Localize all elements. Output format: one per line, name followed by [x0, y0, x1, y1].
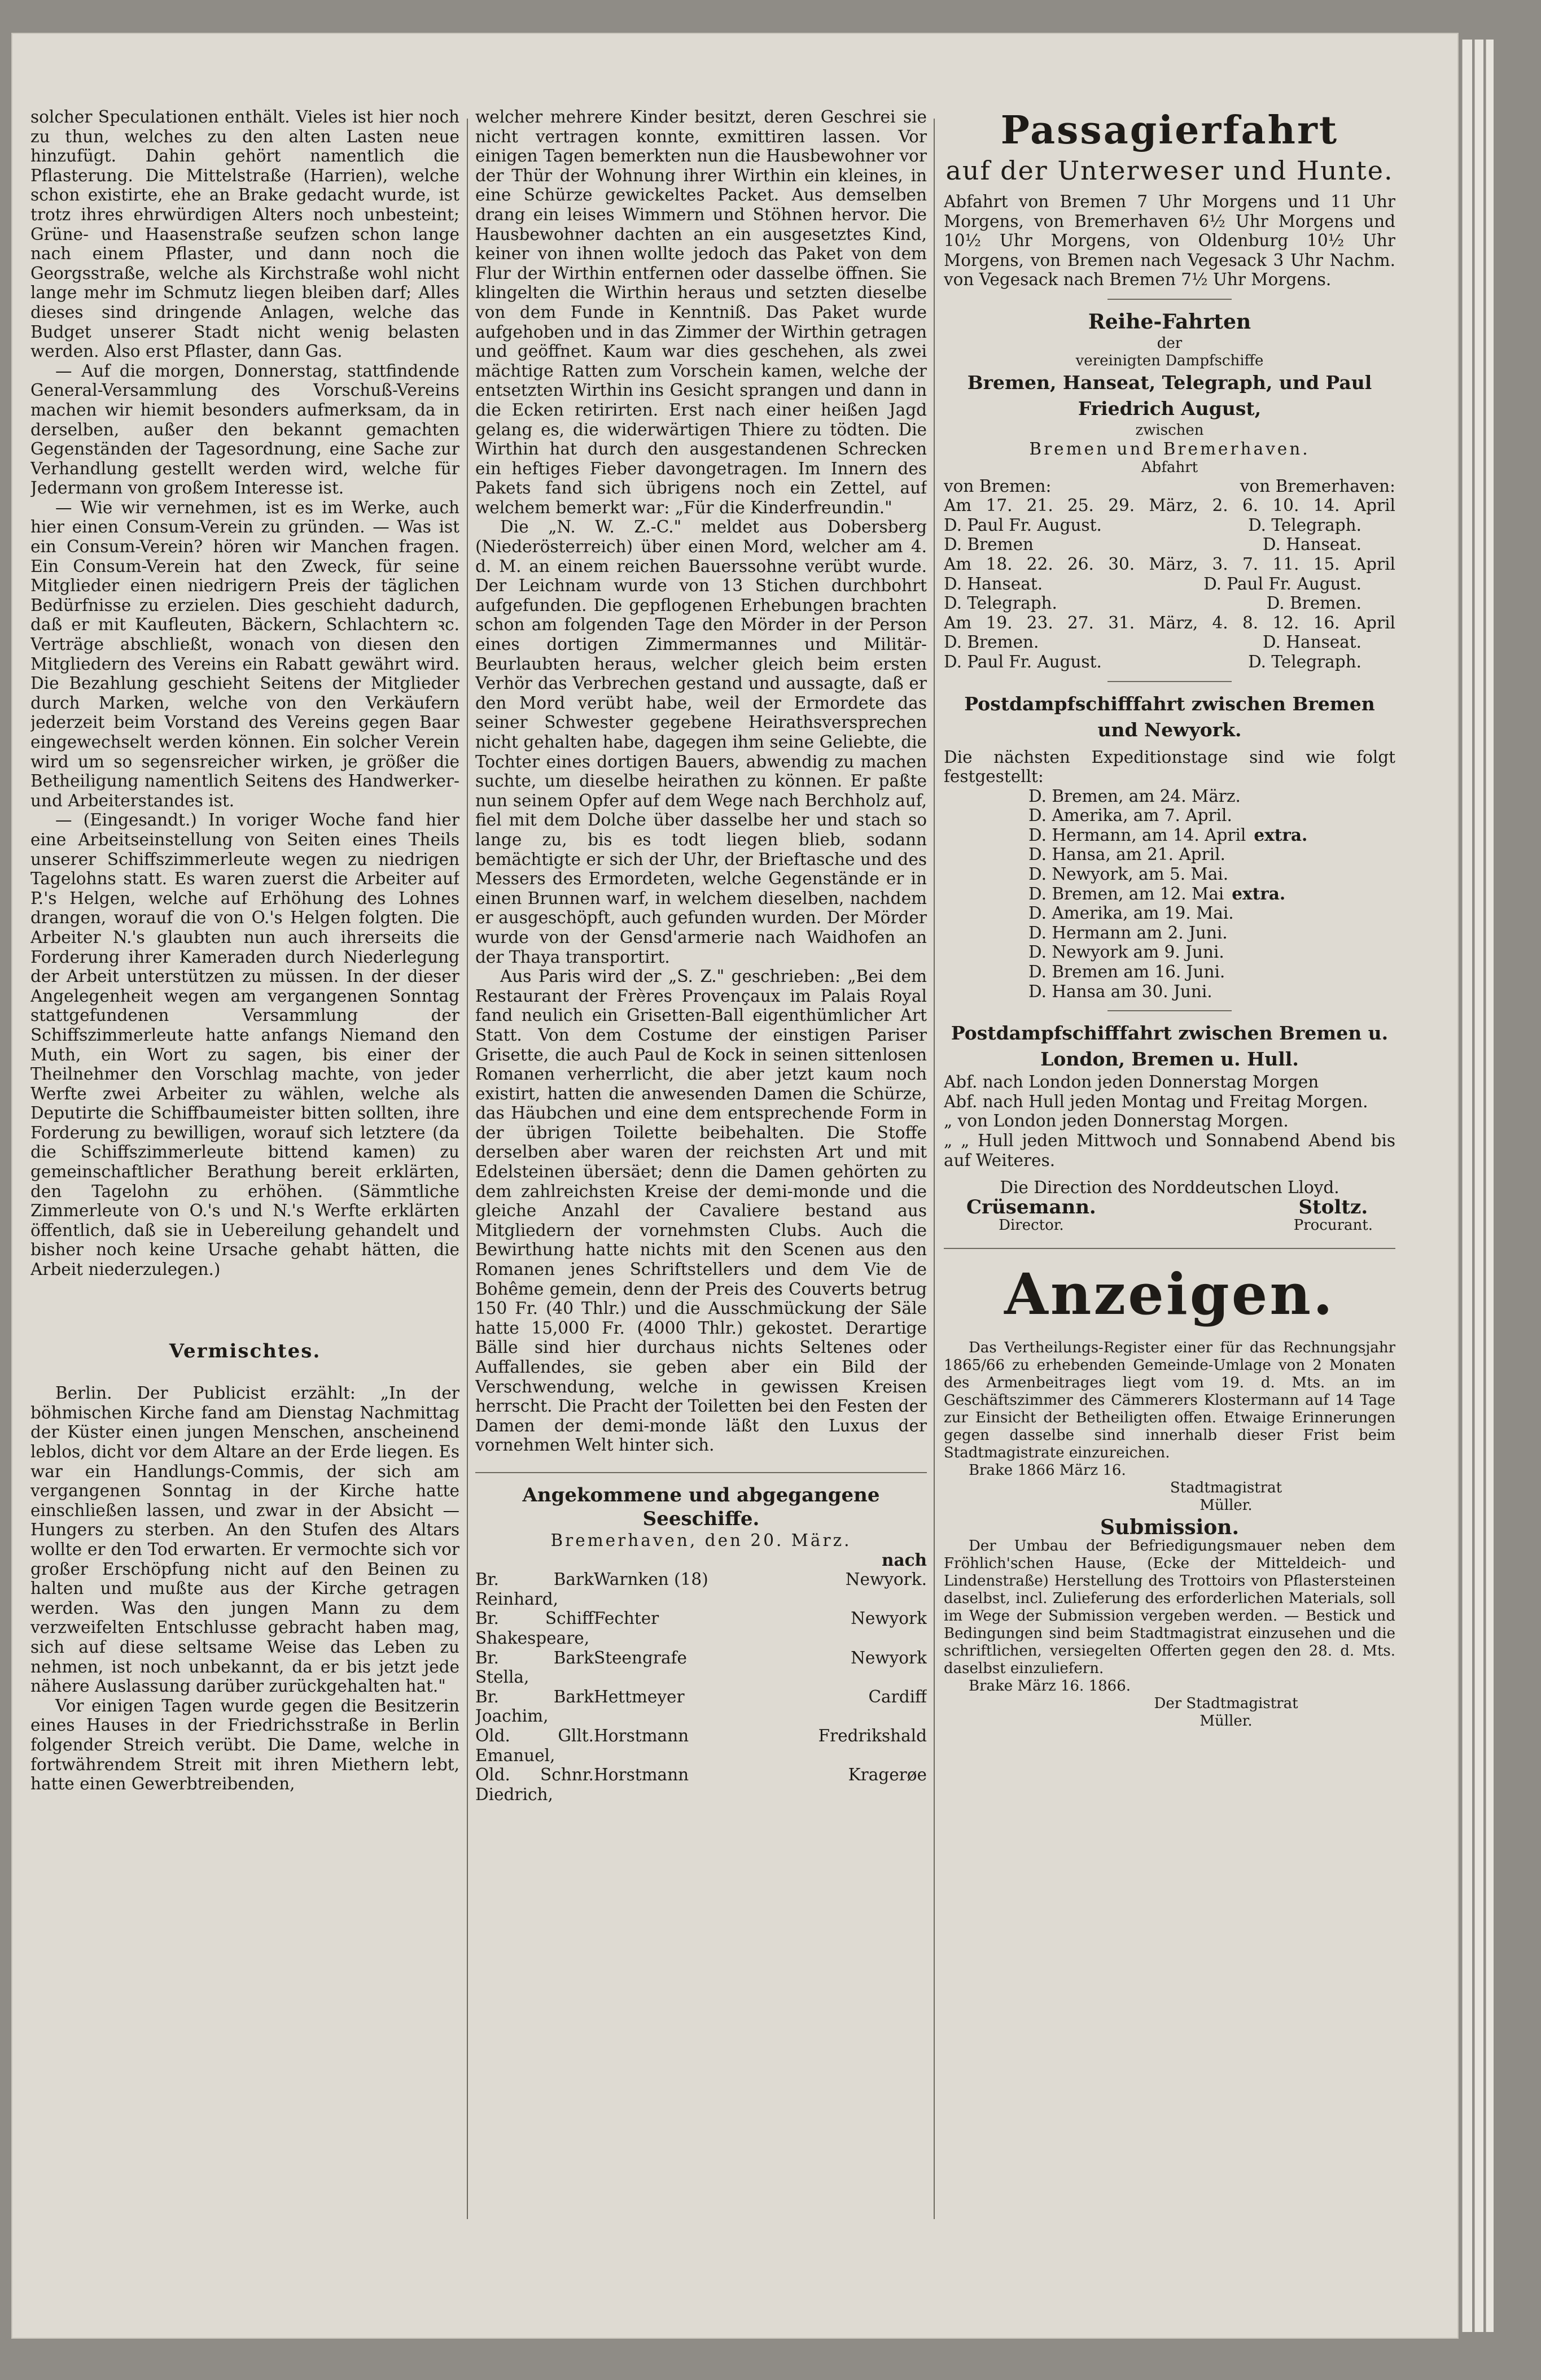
- column-right: [944, 107, 1395, 2276]
- signature-director-name: Crüsemann.: [966, 1195, 1096, 1219]
- schedule-line: „ „ Hull jeden Mittwoch und Sonnabend Abend bis auf Weiteres.: [944, 1131, 1395, 1170]
- expedition-text: D. Amerika, am 19. Mai.: [1028, 903, 1234, 923]
- expedition-extra: extra.: [1232, 883, 1286, 903]
- von-bremerhaven-label: von Bremerhaven:: [1240, 476, 1395, 496]
- divider: [1107, 1010, 1232, 1011]
- fahrt-ship: D. Bremen.: [1266, 593, 1361, 613]
- expedition-extra: extra.: [1254, 824, 1308, 845]
- ship-captain: Horstmann: [594, 1765, 689, 1785]
- label-abfahrt: Abfahrt: [1141, 458, 1198, 476]
- ship-captain: Steengrafe: [594, 1648, 687, 1667]
- ship-name: Br. Bark Joachim,: [475, 1687, 594, 1726]
- expedition-text: D. Bremen, am 12. Mai: [1028, 884, 1224, 903]
- newspaper-page: [12, 34, 1457, 2338]
- article-paragraph: Die „N. W. Z.-C." meldet aus Dobersberg (Niederösterreich) über einen Mord, welcher am 4. d. M. an einem reichen Bauerssohne verübt wurde. Der Leichnam wurde von 13 Stichen durchbohrt aufgefunden. Die gepflogenen Erhebungen brachten schon am folgenden Tage den Mörder in der Person eines dortigen Zimmermannes und Militär-Beurlaubten heraus, welcher gleich beim ersten Verhör das Verbrechen gestand und aussagte, daß er den Mord verübt habe, weil der Ermordete das seiner Schwester gegebene Heirathsversprechen nicht gehalten habe, dagegen ihm seine Geliebte, die Tochter eines dortigen Bauers, abwendig zu machen suchte, um dieselbe heirathen zu können. Er paßte nun seinem Opfer auf dem Wege nach Berchholz auf, fiel mit dem Dolche über dasselbe her und stach so lange zu, bis es todt liegen blieb, sodann bemächtigte er sich der Uhr, der Brieftasche und des Messers des Ermordeten, welche Gegenstände er in einen Brunnen warf, in welchem dieselben, nachdem er ausgeschöpft, auch gefunden wurden. Der Mörder wurde von der Gensd'armerie nach Waidhofen an der Thaya transportirt.: [475, 517, 927, 967]
- fahrt-ships-row: [944, 574, 1395, 594]
- ship-row: [475, 1570, 927, 1609]
- article-paragraph: Berlin. Der Publicist erzählt: „In der böhmischen Kirche fand am Dienstag Nachmittag der Küster einen jungen Menschen, anscheinend leblos, dicht vor dem Altare an der Erde liegen. Es war ein Handlungs-Commis, der sich am vergangenen Sonntag in der Kirche hatte einschließen lassen, und zwar in der Absicht — Hungers zu sterben. An den Stufen des Altars wollte er den Tod erwarten. Er vermochte sich vor großer Erschöpfung nicht auf den Beinen zu halten und mußte aus der Kirche getragen werden. Was den jungen Mann zu dem verzweifelten Entschlusse gebracht haben mag, sich auf diese seltsame Weise das Leben zu nehmen, ist noch unbekannt, da er bis jetzt jede nähere Auslassung darüber zurückgehalten hat.": [30, 1383, 459, 1696]
- lloyd-direction: Die Direction des Norddeutschen Lloyd.: [1000, 1178, 1339, 1198]
- page-edge: [1462, 40, 1472, 2332]
- expedition-item: [944, 923, 1395, 943]
- article-paragraph: solcher Speculationen enthält. Vieles ist hier noch zu thun, welches zu den alten Lasten neue hinzufügt. Dahin gehört namentlich die Pflasterung. Die Mittelstraße (Harrien), welche schon existirte, ehe an Brake gedacht wurde, ist trotz ihres ehrwürdigen Alters noch unbesteint; Grüne- und Haasenstraße seufzen schon lange nach einem Pflaster, und dann noch die Georgsstraße, welche als Kirchstraße wohl nicht lange mehr im Schmutz liegen bleiben darf; Alles dieses sind dringende Anlagen, welche das Budget unserer Stadt nicht wenig belasten werden. Also erst Pflaster, dann Gas.: [30, 107, 459, 361]
- schedule-line: Abf. nach Hull jeden Montag und Freitag Morgen.: [944, 1091, 1368, 1111]
- von-bremen-label: von Bremen:: [944, 476, 1052, 496]
- ship-row: [475, 1648, 927, 1687]
- expedition-item: [944, 884, 1395, 904]
- ad1-place-date: Brake 1866 März 16.: [969, 1462, 1126, 1479]
- expedition-item: [944, 864, 1395, 884]
- ad2-place-date: Brake März 16. 1866.: [969, 1677, 1131, 1695]
- ship-name: Br. Bark Reinhard,: [475, 1570, 594, 1609]
- ad1-org: Stadtmagistrat: [1170, 1479, 1282, 1497]
- signature-procurant: [1293, 1195, 1373, 1235]
- ship-row: [475, 1687, 927, 1726]
- column-divider: [934, 119, 935, 2219]
- fahrt-ship: D. Hanseat.: [944, 574, 1043, 593]
- fahrt-ship: D. Bremen.: [944, 632, 1039, 652]
- fahrt-ships-row: [944, 652, 1395, 672]
- abfahrt-text: Abfahrt von Bremen 7 Uhr Morgens und 11 Uhr Morgens, von Bremerhaven 6½ Uhr Morgens und 10½ Uhr Morgens, von Oldenburg 10½ Uhr Morgens, von Bremen nach Vegesack 3 Uhr Nachm. von Vegesack nach Bremen 7½ Uhr Morgens.: [944, 192, 1395, 290]
- post-newyork-heading: Postdampfschifffahrt zwischen Bremen und Newyork.: [964, 692, 1375, 741]
- expedition-item: [944, 806, 1395, 826]
- fahrt-ships-row: [944, 632, 1395, 652]
- post-newyork-intro: Die nächsten Expeditionstage sind wie folgt festgestellt:: [944, 747, 1395, 787]
- fahrt-ships-row: [944, 516, 1395, 535]
- ships-date: Bremerhaven, den 20. März.: [550, 1530, 852, 1550]
- expedition-item: [944, 942, 1395, 962]
- abfahrt-columns: [944, 477, 1395, 496]
- submission-heading: Submission.: [1100, 1516, 1240, 1540]
- ship-dest: Cardiff: [868, 1687, 927, 1706]
- signature-director-title: Director.: [999, 1217, 1064, 1234]
- post-london-hull-lines: [944, 1072, 1395, 1170]
- fahrt-dates: Am 18. 22. 26. 30. März, 3. 7. 11. 15. April: [944, 554, 1395, 574]
- divider: [1107, 681, 1232, 682]
- ship-captain: Hettmeyer: [594, 1687, 685, 1706]
- page-edge: [1486, 40, 1494, 2332]
- expedition-item: [944, 826, 1395, 845]
- ships-heading: Angekommene und abgegangene Seeschiffe.: [522, 1483, 880, 1530]
- label-der: der: [1157, 334, 1183, 352]
- signature-procurant-name: Stoltz.: [1298, 1195, 1368, 1219]
- fahrt-dates: Am 17. 21. 25. 29. März, 2. 6. 10. 14. April: [944, 496, 1395, 516]
- signatures: [944, 1195, 1395, 1235]
- ad2-name: Müller.: [1199, 1712, 1253, 1730]
- column-divider: [467, 119, 468, 2219]
- fahrt-ship: D. Hanseat.: [1262, 535, 1361, 554]
- ad-subtitle: auf der Unterweser und Hunte.: [945, 155, 1394, 186]
- expedition-text: D. Hermann, am 14. April: [1028, 825, 1246, 845]
- expedition-item: [944, 845, 1395, 864]
- fahrt-ships-row: [944, 535, 1395, 554]
- ship-name: Br. Bark Stella,: [475, 1648, 594, 1687]
- ship-dest: Fredrikshald: [818, 1726, 927, 1745]
- article-paragraph: — (Eingesandt.) In voriger Woche fand hier eine Arbeitseinstellung von Seiten eines Theils unserer Schiffszimmerleute wegen zu niedrigen Tagelohns statt. Es waren zuerst die Arbeiter auf P.'s Helgen, welche auf Erhöhung des Lohnes drangen, worauf die von O.'s Helgen folgten. Die Arbeiter N.'s glaubten nun auch ihrerseits die Forderung ihrer Kameraden durch Niederlegung der Arbeit unterstützen zu müssen. In der dieser Angelegenheit wegen am vergangenen Sonntag stattgefundenen Versammlung der Schiffszimmerleute hatte anfangs Niemand den Muth, ein Wort zu sagen, bis einer der Theilnehmer den Vorschlag machte, von jeder Werfte zwei Arbeiter zu wählen, welche als Deputirte die Schiffbaumeister bitten sollten, ihre Forderung zu bewilligen, worauf sich letztere (da die Schiffszimmerleute bittend kamen) zu gemeinschaftlicher Berathung bereit erklärten, den Tagelohn zu erhöhen. (Sämmtliche Zimmerleute von O.'s und N.'s Werfte erklärten öffentlich, daß sie in Uebereilung gehandelt und bisher noch keine Ursache gehabt hätten, die Arbeit niederzulegen.): [30, 810, 459, 1279]
- expedition-item: [944, 787, 1395, 806]
- fahrt-ship: D. Paul Fr. August.: [944, 652, 1102, 671]
- expedition-text: D. Newyork am 9. Juni.: [1028, 942, 1224, 962]
- fahrt-ship: D. Telegraph.: [1248, 515, 1361, 535]
- ships-nach-label: nach: [882, 1549, 927, 1570]
- expedition-text: D. Bremen am 16. Juni.: [1028, 962, 1225, 982]
- reihe-heading: Reihe-Fahrten: [1088, 309, 1251, 334]
- article-paragraph: — Wie wir vernehmen, ist es im Werke, auch hier einen Consum-Verein zu gründen. — Was ist ein Consum-Verein? hören wir Manchen fragen. Ein Consum-Verein hat den Zweck, für seine Mitglieder einen niedrigern Preis der täglichen Bedürfnisse zu erzielen. Dies geschieht dadurch, daß er mit Kaufleuten, Bäckern, Schlachtern ꝛc. Verträge abschließt, wonach von diesen den Mitgliedern des Vereins ein Rabatt gewährt wird. Die Bezahlung geschieht Seitens der Mitglieder durch Marken, welche von den Verkäufern jederzeit beim Vorstand des Vereins gegen Baar eingewechselt werden können. Ein solcher Verein wird um so segensreicher wirken, je größer die Betheiligung namentlich Seitens des Handwerker- und Arbeiterstandes ist.: [30, 497, 459, 810]
- fahrt-ship: D. Hanseat.: [1262, 632, 1361, 652]
- ship-dest: Newyork: [851, 1609, 927, 1628]
- article-paragraph: Aus Paris wird der „S. Z." geschrieben: „Bei dem Restaurant der Frères Provençaux im Palais Royal fand neulich ein Grisetten-Ball eigenthümlicher Art Statt. Von dem Costume der einstigen Pariser Grisette, die auch Paul de Kock in seinen sittenlosen Romanen verherrlicht, die aber jetzt kaum noch existirt, hatten die anwesenden Damen die Schürze, das Häubchen und eine dem entsprechende Form in der übrigen Toilette beibehalten. Die Stoffe derselben aber waren der reichsten Art und mit Edelsteinen übersäet; denn die Damen gehörten zu dem zahlreichsten Kreise der demi-monde und die gleiche Anzahl der Cavaliere bestand aus Mitgliedern der vornehmsten Clubs. Auch die Bewirthung hatte nichts mit den Scenen aus den Romanen jenes Schriftstellers und dem Vie de Bohême gemein, denn der Preis des Couverts betrug 150 Fr. (40 Thlr.) und die Ausschmückung der Säle hatte 15,000 Fr. (4000 Thlr.) gekostet. Derartige Bälle sind hier durchaus nichts Seltenes oder Auffallendes, sie geben aber ein Bild der Verschwendung, welche in gewissen Kreisen herrscht. Die Pracht der Toiletten bei den Festen der Damen der demi-monde läßt den Luxus der vornehmen Welt hinter sich.: [475, 967, 927, 1455]
- fahrt-ship: D. Telegraph.: [1248, 652, 1361, 671]
- ship-name: Old. Schnr. Diedrich,: [475, 1765, 594, 1804]
- label-zwischen: zwischen: [1135, 421, 1204, 439]
- expedition-text: D. Newyork, am 5. Mai.: [1028, 864, 1229, 884]
- column-left: [30, 107, 459, 2253]
- ad2-org: Der Stadtmagistrat: [1154, 1695, 1298, 1712]
- fahrt-dates: Am 19. 23. 27. 31. März, 4. 8. 12. 16. April: [944, 613, 1395, 632]
- ship-captain: Fechter: [594, 1609, 659, 1628]
- article-paragraph: — Auf die morgen, Donnerstag, stattfindende General-Versammlung des Vorschuß-Vereins machen wir hiemit besonders aufmerksam, da in derselben, außer den bekannt gemachten Gegenständen der Tagesordnung, eine Sache zur Verhandlung gestellt werden wird, welche für Jedermann von großem Interesse ist.: [30, 361, 459, 498]
- ships-list: [475, 1570, 927, 1804]
- schedule-line: „ von London jeden Donnerstag Morgen.: [944, 1111, 1289, 1131]
- expedition-text: D. Hermann am 2. Juni.: [1028, 923, 1228, 942]
- ad-vertheilungs-register: Das Vertheilungs-Register einer für das Rechnungsjahr 1865/66 zu erhebenden Gemeinde-Umlage von 2 Monaten des Armenbeitrages liegt vom 19. d. Mts. an im Geschäftszimmer des Cämmerers Klostermann auf 14 Tage zur Einsicht der Betheiligten offen. Etwaige Erinnerungen gegen dasselbe sind innerhalb dieser Frist beim Stadtmagistrate einzureichen.: [944, 1339, 1395, 1462]
- divider: [475, 1472, 927, 1473]
- ship-row: [475, 1609, 927, 1648]
- ad-submission: Der Umbau der Befriedigungsmauer neben dem Fröhlich'schen Hause, (Ecke der Mitteldeich- und Lindenstraße) Herstellung des Trottoirs von Pflastersteinen daselbst, incl. Zulieferung des erforderlichen Materials, soll im Wege der Submission vergeben werden. — Bestick und Bedingungen sind beim Stadtmagistrat einzusehen und die schriftlichen, versiegelten Offerten gegen den 28. d. Mts. daselbst einzuliefern.: [944, 1537, 1395, 1677]
- ship-captain: Horstmann: [594, 1726, 689, 1745]
- ship-row: [475, 1726, 927, 1765]
- ad1-name: Müller.: [1199, 1497, 1253, 1514]
- expedition-item: [944, 962, 1395, 982]
- ship-captain: Warnken (18): [594, 1570, 708, 1589]
- article-paragraph: welcher mehrere Kinder besitzt, deren Geschrei sie nicht vertragen konnte, exmittiren lassen. Vor einigen Tagen bemerkten nun die Hausbewohner vor der Thür der Wohnung ihrer Wirthin ein kleines, in eine Schürze gewickeltes Packet. Aus demselben drang ein leises Wimmern und Stöhnen hervor. Die Hausbewohner dachten an ein ausgesetztes Kind, keiner von ihnen wollte jedoch das Paket von dem Flur der Wirthin entfernen oder dasselbe öffnen. Sie klingelten die Wirthin heraus und setzten dieselbe von dem Funde in Kenntniß. Das Paket wurde aufgehoben und in das Zimmer der Wirthin getragen und geöffnet. Kaum war dies geschehen, als zwei mächtige Ratten zum Vorschein kamen, welche der entsetzten Wirthin ins Gesicht sprangen und dann in die Ecken retirirten. Erst nach einer heißen Jagd gelang es, die widerwärtigen Thiere zu tödten. Die Wirthin hat durch den ausgestandenen Schrecken ein heftiges Fieber davongetragen. Im Innern des Pakets fand sich übrigens noch ein Zettel, auf welchem bemerkt war: „Für die Kinderfreundin.": [475, 107, 927, 517]
- post-london-hull-heading: Postdampfschifffahrt zwischen Bremen u. London, Bremen u. Hull.: [951, 1022, 1389, 1071]
- page-edge: [1474, 40, 1483, 2332]
- divider: [1107, 299, 1232, 300]
- column-middle: [475, 107, 927, 2253]
- fahrt-ship: D. Bremen: [944, 535, 1034, 554]
- expedition-text: D. Hansa, am 21. April.: [1028, 845, 1225, 864]
- schiffe-names: Bremen, Hanseat, Telegraph, und Paul Friedrich August,: [967, 371, 1372, 420]
- expedition-item: [944, 903, 1395, 923]
- fahrt-ship: D. Paul Fr. August.: [1203, 574, 1361, 593]
- signature-director: [966, 1195, 1096, 1235]
- section-heading-vermischtes: Vermischtes.: [169, 1339, 321, 1363]
- ship-name: Br. Schiff Shakespeare,: [475, 1609, 594, 1648]
- ship-dest: Newyork: [851, 1648, 927, 1667]
- divider: [944, 1248, 1395, 1249]
- route-bremen-bremerhaven: Bremen und Bremerhaven.: [1029, 439, 1310, 458]
- fahrt-ships-row: [944, 593, 1395, 613]
- fahrt-ship: D. Telegraph.: [944, 593, 1057, 613]
- expedition-text: D. Bremen, am 24. März.: [1028, 786, 1241, 806]
- ship-dest: Newyork.: [845, 1570, 927, 1589]
- signature-procurant-title: Procurant.: [1293, 1217, 1373, 1234]
- expedition-text: D. Amerika, am 7. April.: [1028, 806, 1232, 826]
- ship-dest: Kragerøe: [848, 1765, 927, 1785]
- fahrt-ship: D. Paul Fr. August.: [944, 515, 1102, 535]
- anzeigen-heading: Anzeigen.: [1004, 1261, 1335, 1328]
- post-newyork-list: [944, 787, 1395, 1002]
- article-paragraph: Vor einigen Tagen wurde gegen die Besitzerin eines Hauses in der Friedrichsstraße in Berlin folgender Streich verübt. Die Dame, welche in fortwährendem Streit mit ihren Miethern lebt, hatte einen Gewerbtreibenden,: [30, 1696, 459, 1794]
- fahrten-table: [944, 496, 1395, 671]
- ad-title-passagierfahrt: Passagierfahrt: [1000, 108, 1339, 153]
- schedule-line: Abf. nach London jeden Donnerstag Morgen: [944, 1072, 1319, 1092]
- expedition-text: D. Hansa am 30. Juni.: [1028, 981, 1212, 1001]
- expedition-item: [944, 982, 1395, 1002]
- label-vereinigten: vereinigten Dampfschiffe: [1075, 352, 1264, 369]
- ship-row: [475, 1765, 927, 1804]
- ship-name: Old. Gllt. Emanuel,: [475, 1726, 594, 1765]
